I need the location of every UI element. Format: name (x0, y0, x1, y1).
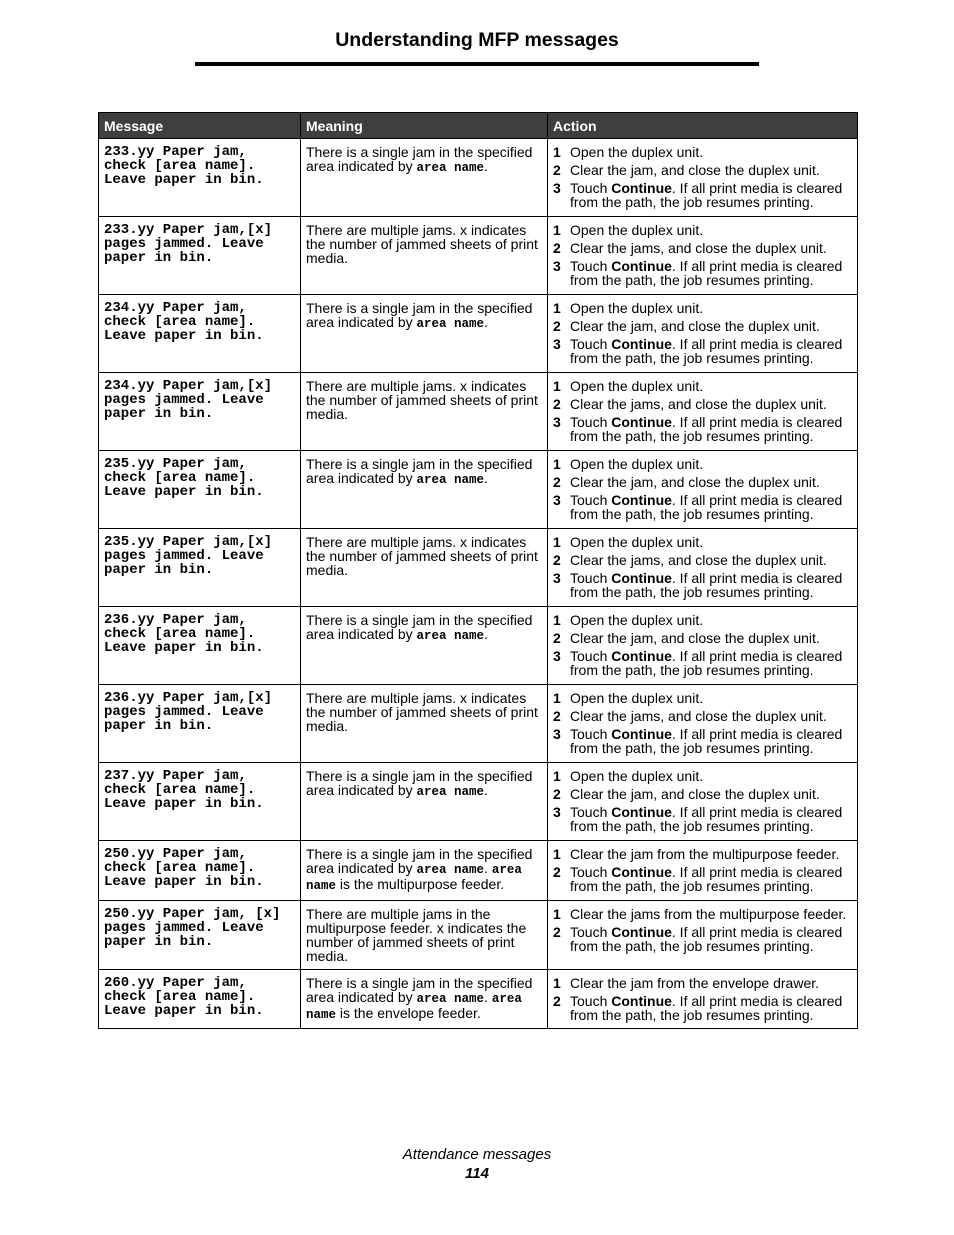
step-number: 1 (553, 768, 561, 784)
code-term: area name (416, 629, 485, 643)
step-text-segment: . If all print media is cleared from the path, the job resumes printing. (570, 570, 843, 600)
action-step (553, 475, 852, 489)
step-text (570, 691, 852, 705)
step-number: 1 (553, 975, 561, 991)
step-text (570, 457, 852, 471)
column-header-meaning: Meaning (301, 113, 548, 139)
button-name: Continue (611, 258, 672, 274)
step-text-segment: Open the duplex unit. (570, 378, 704, 394)
action-step (553, 259, 852, 287)
action-step (553, 994, 852, 1022)
message-cell: 233.yy Paper jam,[x] pages jammed. Leave paper in bin. (99, 217, 301, 295)
step-number: 1 (553, 612, 561, 628)
step-text-segment: . If all print media is cleared from the path, the job resumes printing. (570, 258, 843, 288)
step-text (570, 976, 852, 990)
step-text-segment: Clear the jam, and close the duplex unit. (570, 786, 820, 802)
step-text (570, 631, 852, 645)
step-text-segment: Clear the jam, and close the duplex unit. (570, 474, 820, 490)
button-name: Continue (611, 726, 672, 742)
step-text-segment: Clear the jams, and close the duplex unit. (570, 396, 827, 412)
step-number: 3 (553, 180, 561, 196)
step-number: 3 (553, 336, 561, 352)
message-cell: 250.yy Paper jam, check [area name]. Leave paper in bin. (99, 841, 301, 901)
action-step (553, 631, 852, 645)
meaning-text: . (484, 158, 488, 174)
code-term: area name (416, 473, 485, 487)
step-text-segment: Touch (570, 258, 612, 274)
meaning-cell (301, 685, 548, 763)
step-text-segment: Touch (570, 570, 612, 586)
meaning-text: is the envelope feeder. (336, 1005, 481, 1021)
step-number: 1 (553, 144, 561, 160)
step-text-segment: Open the duplex unit. (570, 222, 704, 238)
action-cell (548, 763, 858, 841)
step-text (570, 805, 852, 833)
step-text (570, 649, 852, 677)
meaning-text: . (484, 782, 488, 798)
action-cell (548, 607, 858, 685)
action-step (553, 397, 852, 411)
action-cell (548, 451, 858, 529)
meaning-text: . (484, 989, 492, 1005)
meaning-text: There are multiple jams in the multipurpose feeder. x indicates the number of jammed sheets of print media. (306, 906, 527, 964)
meaning-text: There is a single jam in the specified area indicated by (306, 768, 533, 798)
meaning-text: There is a single jam in the specified area indicated by (306, 300, 533, 330)
action-cell (548, 970, 858, 1029)
meaning-cell (301, 763, 548, 841)
column-header-action: Action (548, 113, 858, 139)
code-term: area name (416, 863, 485, 877)
code-term: area name (416, 785, 485, 799)
code-term: area name (306, 992, 522, 1022)
action-step (553, 181, 852, 209)
message-cell: 237.yy Paper jam, check [area name]. Leave paper in bin. (99, 763, 301, 841)
table-row (99, 295, 858, 373)
code-term: area name (416, 317, 485, 331)
action-step (553, 925, 852, 953)
step-number: 2 (553, 396, 561, 412)
step-number: 2 (553, 864, 561, 880)
step-text-segment: Open the duplex unit. (570, 300, 704, 316)
action-step (553, 301, 852, 315)
table-row (99, 841, 858, 901)
page-title: Understanding MFP messages (335, 29, 619, 51)
message-cell: 233.yy Paper jam, check [area name]. Leave paper in bin. (99, 139, 301, 217)
action-cell (548, 841, 858, 901)
step-text (570, 907, 852, 921)
step-number: 3 (553, 570, 561, 586)
step-text (570, 181, 852, 209)
step-text (570, 379, 852, 393)
action-step (553, 415, 852, 443)
action-cell (548, 217, 858, 295)
step-text (570, 769, 852, 783)
step-text (570, 865, 852, 893)
step-text-segment: Touch (570, 864, 612, 880)
action-step (553, 379, 852, 393)
step-text-segment: Clear the jam, and close the duplex unit. (570, 630, 820, 646)
step-number: 1 (553, 534, 561, 550)
meaning-text: There is a single jam in the specified area indicated by (306, 456, 533, 486)
action-cell (548, 373, 858, 451)
action-cell (548, 139, 858, 217)
step-text (570, 397, 852, 411)
action-step (553, 241, 852, 255)
step-text-segment: . If all print media is cleared from the path, the job resumes printing. (570, 804, 843, 834)
step-text-segment: Open the duplex unit. (570, 690, 704, 706)
table-row (99, 970, 858, 1029)
step-text-segment: Touch (570, 924, 612, 940)
step-text-segment: Clear the jam, and close the duplex unit. (570, 162, 820, 178)
action-step (553, 727, 852, 755)
step-text (570, 493, 852, 521)
meaning-text: There are multiple jams. x indicates the number of jammed sheets of print media. (306, 378, 538, 422)
action-step (553, 145, 852, 159)
step-text-segment: Clear the jams, and close the duplex unit. (570, 552, 827, 568)
message-cell: 235.yy Paper jam, check [area name]. Leave paper in bin. (99, 451, 301, 529)
step-text-segment: . If all print media is cleared from the path, the job resumes printing. (570, 492, 843, 522)
step-text-segment: Clear the jam from the envelope drawer. (570, 975, 820, 991)
meaning-cell (301, 295, 548, 373)
step-text-segment: Touch (570, 492, 612, 508)
step-number: 2 (553, 924, 561, 940)
meaning-text: There is a single jam in the specified area indicated by (306, 144, 533, 174)
message-cell: 250.yy Paper jam, [x] pages jammed. Leave paper in bin. (99, 901, 301, 970)
action-step (553, 163, 852, 177)
meaning-text: . (484, 314, 488, 330)
action-step (553, 976, 852, 990)
code-term: area name (306, 863, 522, 893)
action-step (553, 709, 852, 723)
button-name: Continue (611, 864, 672, 880)
message-cell: 236.yy Paper jam, check [area name]. Leave paper in bin. (99, 607, 301, 685)
step-text-segment: . If all print media is cleared from the path, the job resumes printing. (570, 336, 843, 366)
message-cell: 235.yy Paper jam,[x] pages jammed. Leave paper in bin. (99, 529, 301, 607)
step-text (570, 337, 852, 365)
action-step (553, 865, 852, 893)
step-number: 2 (553, 318, 561, 334)
step-number: 3 (553, 414, 561, 430)
footer-section-title: Attendance messages (402, 1146, 552, 1163)
meaning-text: There is a single jam in the specified area indicated by (306, 612, 533, 642)
table-row (99, 139, 858, 217)
page-number: 114 (465, 1165, 489, 1182)
meaning-text: There are multiple jams. x indicates the number of jammed sheets of print media. (306, 690, 538, 734)
meaning-cell (301, 529, 548, 607)
message-cell: 236.yy Paper jam,[x] pages jammed. Leave paper in bin. (99, 685, 301, 763)
message-cell: 260.yy Paper jam, check [area name]. Leave paper in bin. (99, 970, 301, 1029)
action-step (553, 553, 852, 567)
step-text (570, 163, 852, 177)
action-step (553, 649, 852, 677)
meaning-text: . (484, 470, 488, 486)
step-text (570, 415, 852, 443)
step-number: 1 (553, 906, 561, 922)
step-number: 2 (553, 162, 561, 178)
step-text-segment: . If all print media is cleared from the path, the job resumes printing. (570, 864, 843, 894)
step-text-segment: Touch (570, 336, 612, 352)
step-text (570, 994, 852, 1022)
step-text (570, 535, 852, 549)
step-text-segment: Open the duplex unit. (570, 144, 704, 160)
step-number: 3 (553, 492, 561, 508)
step-text-segment: Clear the jams from the multipurpose feeder. (570, 906, 847, 922)
action-step (553, 319, 852, 333)
step-number: 1 (553, 690, 561, 706)
messages-table (98, 112, 858, 1029)
step-text-segment: Open the duplex unit. (570, 612, 704, 628)
column-header-message: Message (99, 113, 301, 139)
table-row (99, 451, 858, 529)
table-row (99, 901, 858, 970)
step-text (570, 709, 852, 723)
step-text-segment: . If all print media is cleared from the path, the job resumes printing. (570, 414, 843, 444)
button-name: Continue (611, 648, 672, 664)
button-name: Continue (611, 993, 672, 1009)
action-cell (548, 901, 858, 970)
action-step (553, 769, 852, 783)
meaning-cell (301, 139, 548, 217)
step-number: 2 (553, 786, 561, 802)
step-text-segment: . If all print media is cleared from the path, the job resumes printing. (570, 180, 843, 210)
meaning-cell (301, 901, 548, 970)
step-number: 2 (553, 474, 561, 490)
step-text (570, 145, 852, 159)
button-name: Continue (611, 804, 672, 820)
step-number: 1 (553, 222, 561, 238)
step-number: 3 (553, 726, 561, 742)
action-step (553, 613, 852, 627)
step-text (570, 925, 852, 953)
step-number: 2 (553, 240, 561, 256)
step-number: 1 (553, 456, 561, 472)
step-number: 1 (553, 846, 561, 862)
table-row (99, 763, 858, 841)
step-text (570, 787, 852, 801)
meaning-cell (301, 451, 548, 529)
meaning-text: There are multiple jams. x indicates the number of jammed sheets of print media. (306, 534, 538, 578)
code-term: area name (416, 992, 485, 1006)
table-header-row (99, 113, 858, 139)
meaning-cell (301, 373, 548, 451)
action-step (553, 493, 852, 521)
step-text (570, 475, 852, 489)
step-number: 1 (553, 378, 561, 394)
step-text (570, 571, 852, 599)
step-text (570, 241, 852, 255)
meaning-text: There is a single jam in the specified area indicated by (306, 975, 533, 1005)
action-step (553, 805, 852, 833)
table-row (99, 217, 858, 295)
step-text (570, 553, 852, 567)
step-number: 2 (553, 708, 561, 724)
table-row (99, 373, 858, 451)
action-step (553, 787, 852, 801)
step-text-segment: Clear the jams, and close the duplex unit. (570, 708, 827, 724)
button-name: Continue (611, 414, 672, 430)
step-text-segment: Touch (570, 180, 612, 196)
step-text-segment: Clear the jams, and close the duplex unit. (570, 240, 827, 256)
action-step (553, 223, 852, 237)
step-text-segment: Clear the jam, and close the duplex unit. (570, 318, 820, 334)
step-text-segment: Touch (570, 414, 612, 430)
step-text-segment: Clear the jam from the multipurpose feeder. (570, 846, 840, 862)
step-text-segment: Touch (570, 648, 612, 664)
step-number: 2 (553, 993, 561, 1009)
action-cell (548, 529, 858, 607)
button-name: Continue (611, 924, 672, 940)
step-text (570, 727, 852, 755)
meaning-cell (301, 970, 548, 1029)
table-row (99, 685, 858, 763)
step-text (570, 613, 852, 627)
action-step (553, 907, 852, 921)
step-text-segment: . If all print media is cleared from the path, the job resumes printing. (570, 726, 843, 756)
meaning-text: . (484, 860, 492, 876)
action-step (553, 457, 852, 471)
button-name: Continue (611, 570, 672, 586)
step-text-segment: Touch (570, 726, 612, 742)
step-number: 3 (553, 648, 561, 664)
step-number: 2 (553, 630, 561, 646)
button-name: Continue (611, 180, 672, 196)
meaning-cell (301, 607, 548, 685)
meaning-text: is the multipurpose feeder. (336, 876, 505, 892)
step-text (570, 259, 852, 287)
meaning-text: There are multiple jams. x indicates the number of jammed sheets of print media. (306, 222, 538, 266)
button-name: Continue (611, 336, 672, 352)
action-step (553, 535, 852, 549)
meaning-cell (301, 217, 548, 295)
action-step (553, 691, 852, 705)
step-text (570, 847, 852, 861)
step-text-segment: . If all print media is cleared from the path, the job resumes printing. (570, 993, 843, 1023)
action-cell (548, 295, 858, 373)
action-step (553, 847, 852, 861)
step-text-segment: Open the duplex unit. (570, 768, 704, 784)
action-cell (548, 685, 858, 763)
message-cell: 234.yy Paper jam, check [area name]. Leave paper in bin. (99, 295, 301, 373)
step-number: 3 (553, 258, 561, 274)
button-name: Continue (611, 492, 672, 508)
meaning-cell (301, 841, 548, 901)
step-text (570, 301, 852, 315)
meaning-text: . (484, 626, 488, 642)
meaning-text: There is a single jam in the specified area indicated by (306, 846, 533, 876)
step-text-segment: Touch (570, 993, 612, 1009)
step-text-segment: . If all print media is cleared from the path, the job resumes printing. (570, 648, 843, 678)
step-text-segment: Touch (570, 804, 612, 820)
step-text-segment: . If all print media is cleared from the path, the job resumes printing. (570, 924, 843, 954)
step-text-segment: Open the duplex unit. (570, 534, 704, 550)
step-text (570, 319, 852, 333)
step-number: 3 (553, 804, 561, 820)
step-text (570, 223, 852, 237)
step-number: 2 (553, 552, 561, 568)
step-text-segment: Open the duplex unit. (570, 456, 704, 472)
table-row (99, 529, 858, 607)
step-number: 1 (553, 300, 561, 316)
title-rule (195, 62, 759, 66)
action-step (553, 337, 852, 365)
action-step (553, 571, 852, 599)
code-term: area name (416, 161, 485, 175)
table-row (99, 607, 858, 685)
message-cell: 234.yy Paper jam,[x] pages jammed. Leave paper in bin. (99, 373, 301, 451)
